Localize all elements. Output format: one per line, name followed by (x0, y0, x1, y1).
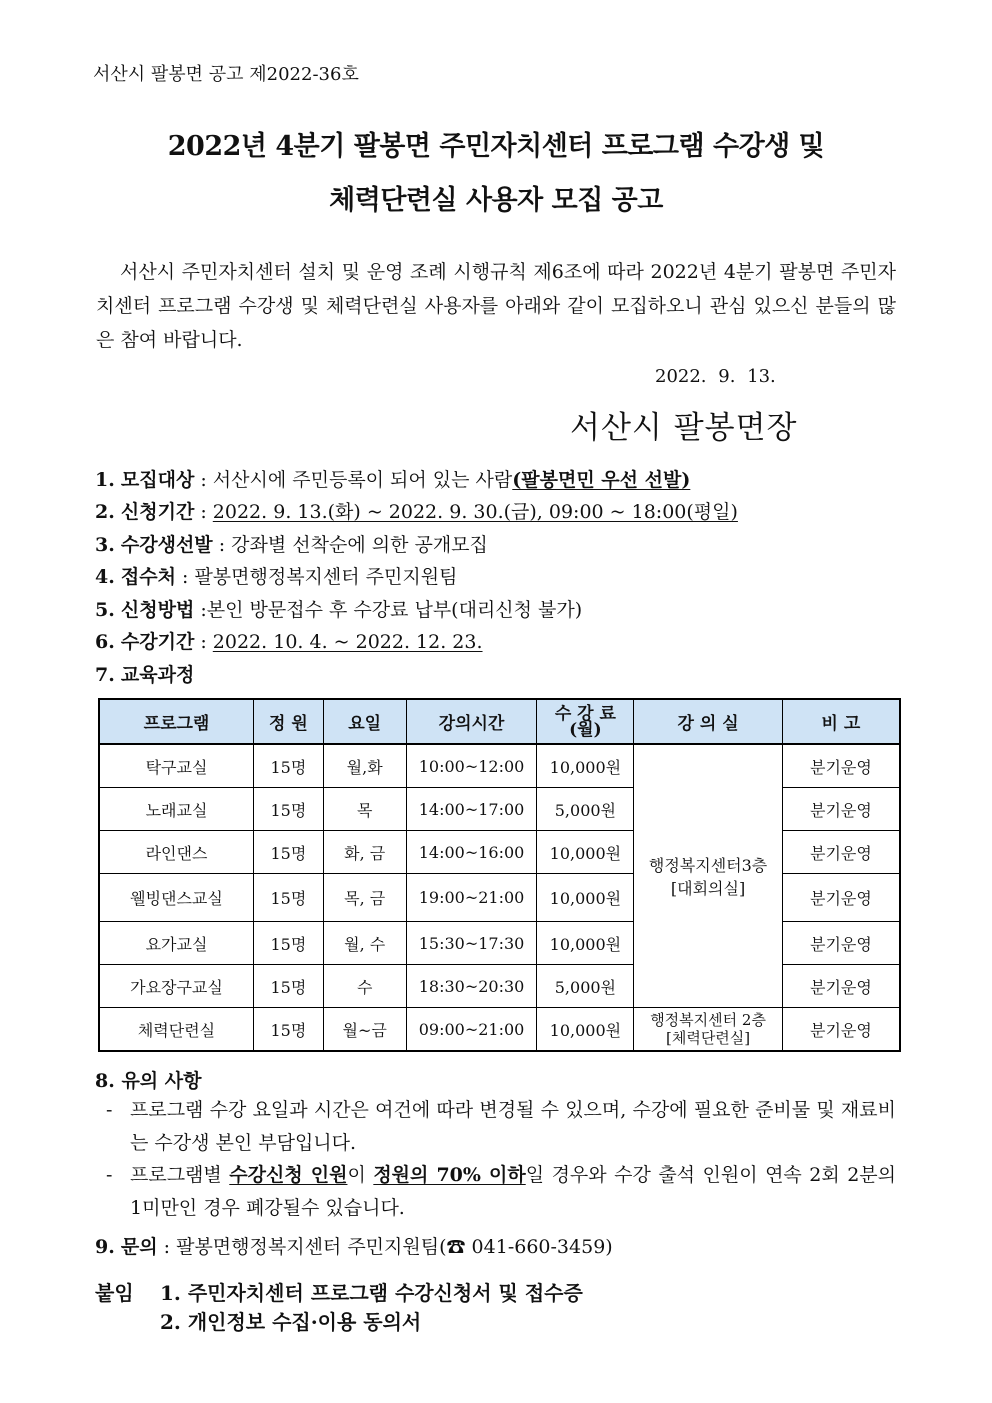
cell-note: 분기운영 (782, 744, 900, 788)
note-2-text (106, 1159, 896, 1225)
header-time: 강의시간 (406, 699, 537, 744)
item-label: 수강기간 (120, 631, 195, 653)
item-number: 4. (95, 566, 115, 588)
cell-note: 분기운영 (782, 831, 900, 874)
cell-note: 분기운영 (782, 922, 900, 965)
cell-capacity: 15명 (253, 788, 323, 831)
cell-program: 탁구교실 (99, 744, 253, 788)
item-sep: : (212, 534, 232, 556)
room-main-line1: 행정복지센터3층 (648, 856, 768, 875)
contact-label: 문의 (120, 1236, 158, 1258)
intro-paragraph (96, 255, 896, 357)
item-label: 신청방법 (120, 599, 195, 621)
attachment-2: 2. 개인정보 수집·이용 동의서 (160, 1310, 422, 1334)
header-capacity: 정 원 (253, 699, 323, 744)
note-2-part: 프로그램별 (130, 1164, 230, 1186)
notice-number: 서산시 팔봉면 공고 제2022-36호 (93, 64, 359, 85)
cell-program: 가요장구교실 (99, 965, 253, 1008)
cell-time: 18:30~20:30 (406, 965, 537, 1008)
contact-number: 9. (95, 1236, 115, 1258)
cell-time: 15:30~17:30 (406, 922, 537, 965)
cell-program: 요가교실 (99, 922, 253, 965)
cell-room-main (634, 744, 783, 1008)
item-number: 3. (95, 534, 115, 556)
cell-day: 월, 수 (323, 922, 406, 965)
attachment-1 (95, 1277, 583, 1306)
cell-fee: 5,000원 (537, 965, 634, 1008)
notes-title: 8. 유의 사항 (95, 1070, 202, 1092)
item-label: 교육과정 (120, 664, 195, 686)
cell-time: 14:00~17:00 (406, 788, 537, 831)
item-label: 접수처 (120, 566, 176, 588)
item-sep: : (194, 631, 213, 653)
cell-program: 웰빙댄스교실 (99, 874, 253, 922)
item-number: 7. (95, 664, 115, 686)
cell-program: 라인댄스 (99, 831, 253, 874)
item-number: 1. (95, 469, 115, 491)
cell-day: 목, 금 (323, 874, 406, 922)
cell-capacity: 15명 (253, 831, 323, 874)
note-2-emphasis-capacity: 정원의 70% 이하 (373, 1164, 526, 1186)
item-course-period (95, 627, 483, 654)
title-line-2: 체력단련실 사용자 모집 공고 (329, 185, 663, 216)
cell-fee: 10,000원 (537, 744, 634, 788)
cell-day: 월,화 (323, 744, 406, 788)
header-fee-line2: (월) (569, 719, 602, 740)
cell-day: 수 (323, 965, 406, 1008)
item-label: 신청기간 (120, 501, 195, 523)
signer: 서산시 팔봉면장 (570, 410, 798, 446)
item-text: 2022. 9. 13.(화) ~ 2022. 9. 30.(금), 09:00 ~ 18:00(평일) (212, 501, 738, 523)
item-text: 본인 방문접수 후 수강료 납부(대리신청 불가) (206, 599, 583, 621)
table-row (99, 1008, 900, 1052)
cell-program: 노래교실 (99, 788, 253, 831)
cell-note: 분기운영 (782, 965, 900, 1008)
contact-text: : 팔봉면행정복지센터 주민지원팀( (157, 1236, 447, 1258)
item-label: 모집대상 (120, 469, 195, 491)
room-gym-line1: 행정복지센터 2층 (650, 1011, 766, 1029)
note-2 (106, 1159, 896, 1225)
note-2-emphasis-enrollment: 수강신청 인원 (229, 1164, 348, 1186)
table-header-row (99, 699, 900, 744)
header-fee-line1: 수 강 료 (554, 703, 616, 724)
contact-line (95, 1232, 613, 1259)
cell-room-gym (634, 1008, 783, 1052)
cell-time: 14:00~16:00 (406, 831, 537, 874)
item-recruit-target (95, 465, 690, 492)
item-application-period (95, 497, 738, 524)
table-row (99, 744, 900, 788)
header-fee (537, 699, 634, 744)
header-program: 프로그램 (99, 699, 253, 744)
contact-phone: 041-660-3459) (465, 1236, 613, 1258)
room-gym-line2: [체력단련실] (665, 1029, 751, 1047)
cell-fee: 10,000원 (537, 1008, 634, 1052)
item-curriculum (95, 660, 194, 687)
item-text: 서산시에 주민등록이 되어 있는 사람 (212, 469, 513, 491)
item-label: 수강생선발 (120, 534, 213, 556)
note-1-text: 프로그램 수강 요일과 시간은 여건에 따라 변경될 수 있으며, 수강에 필요한 준비물 및 재료비는 수강생 본인 부담입니다. (130, 1099, 896, 1154)
cell-capacity: 15명 (253, 744, 323, 788)
room-main-line2: [대회의실] (670, 879, 746, 898)
course-table (98, 698, 901, 1052)
cell-day: 화, 금 (323, 831, 406, 874)
cell-capacity: 15명 (253, 1008, 323, 1052)
item-text: 팔봉면행정복지센터 주민지원팀 (194, 566, 458, 588)
intro-text: 서산시 주민자치센터 설치 및 운영 조례 시행규칙 제6조에 따라 2022년 4분기 팔봉면 주민자치센터 프로그램 수강생 및 체력단련실 사용자를 아래와 같이 모집하오니 관심 있으신 분들의 많은 참여 바랍니다. (96, 261, 896, 351)
cell-fee: 10,000원 (537, 831, 634, 874)
cell-time: 19:00~21:00 (406, 874, 537, 922)
cell-fee: 10,000원 (537, 874, 634, 922)
cell-capacity: 15명 (253, 965, 323, 1008)
item-reception (95, 562, 457, 589)
cell-note: 분기운영 (782, 1008, 900, 1052)
item-sep: : (194, 469, 213, 491)
item-number: 6. (95, 631, 115, 653)
cell-time: 09:00~21:00 (406, 1008, 537, 1052)
item-sep: : (194, 501, 213, 523)
cell-program: 체력단련실 (99, 1008, 253, 1052)
cell-capacity: 15명 (253, 874, 323, 922)
dash-bullet: - (106, 1164, 113, 1186)
cell-capacity: 15명 (253, 922, 323, 965)
attachment-1-text: 1. 주민자치센터 프로그램 수강신청서 및 접수증 (160, 1281, 583, 1305)
dash-bullet: - (106, 1099, 113, 1121)
header-room: 강 의 실 (634, 699, 783, 744)
cell-time: 10:00~12:00 (406, 744, 537, 788)
title-line-1: 2022년 4분기 팔봉면 주민자치센터 프로그램 수강생 및 (167, 131, 825, 162)
item-sep: : (175, 566, 195, 588)
item-text: 강좌별 선착순에 의한 공개모집 (231, 534, 488, 556)
cell-fee: 5,000원 (537, 788, 634, 831)
cell-day: 목 (323, 788, 406, 831)
item-number: 2. (95, 501, 115, 523)
note-2-part: 이 (347, 1164, 374, 1186)
note-2-part: 일 경우와 수강 출석 인원이 연속 2회 2분의 1미만인 경우 폐강될수 있습니다. (130, 1164, 897, 1219)
item-selection (95, 530, 488, 557)
note-1 (106, 1094, 896, 1160)
cell-note: 분기운영 (782, 788, 900, 831)
cell-note: 분기운영 (782, 874, 900, 922)
cell-day: 월~금 (323, 1008, 406, 1052)
attachment-head: 붙임 (95, 1281, 134, 1305)
item-number: 5. (95, 599, 115, 621)
item-text: 2022. 10. 4. ~ 2022. 12. 23. (212, 631, 483, 653)
header-note: 비 고 (782, 699, 900, 744)
notice-date: 2022. 9. 13. (655, 366, 776, 387)
header-day: 요일 (323, 699, 406, 744)
item-application-method (95, 595, 582, 622)
item-sep: : (194, 599, 207, 621)
cell-fee: 10,000원 (537, 922, 634, 965)
phone-icon: ☎ (446, 1236, 466, 1258)
item-emphasis: (팔봉면민 우선 선발) (512, 469, 691, 491)
